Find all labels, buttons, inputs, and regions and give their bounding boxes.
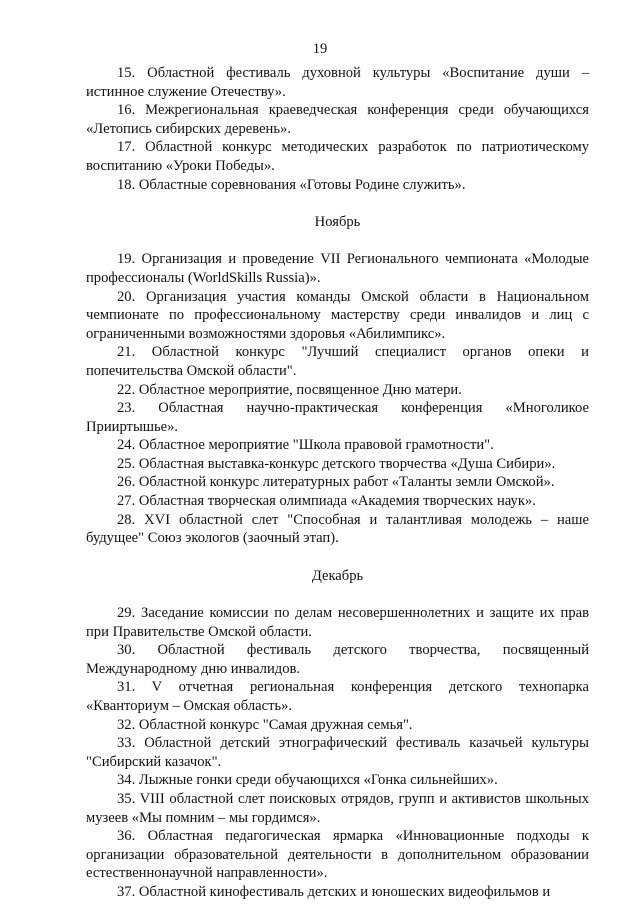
list-item: 35. VIII областной слет поисковых отрядов, групп и активистов школьных музеев «Мы помним – мы гордимся».	[86, 790, 589, 826]
list-item: 17. Областной конкурс методических разработок по патриотическому воспитанию «Уроки Победы».	[86, 139, 589, 174]
list-item: 34. Лыжные гонки среди обучающихся «Гонка сильнейших».	[117, 772, 498, 789]
list-item: 18. Областные соревнования «Готовы Родине служить».	[117, 176, 466, 193]
list-item: 32. Областной конкурс "Самая дружная семья".	[117, 716, 413, 733]
list-item: 28. XVI областной слет "Способная и талантливая молодежь – наше будущее" Союз экологов (заочный этап).	[86, 511, 589, 547]
list-item: 19. Организация и проведение VII Регионального чемпионата «Молодые профессионалы (WorldSkills Russia)».	[86, 251, 589, 286]
list-item: 27. Областная творческая олимпиада «Академия творческих наук».	[117, 493, 536, 510]
page-number: 19	[312, 41, 328, 57]
list-item: 16. Межрегиональная краеведческая конференция среди обучающихся «Летопись сибирских деревень».	[86, 102, 589, 137]
list-item: 33. Областной детский этнографический фестиваль казачьей культуры "Сибирский казачок".	[86, 735, 589, 770]
list-item: 20. Организация участия команды Омской области в Национальном чемпионате по профессиональному мастерству среди инвалидов и лиц с ограниченными возможностями здоровья «Абилимпикс».	[86, 288, 589, 342]
list-item: 25. Областная выставка-конкурс детского творчества «Душа Сибири».	[117, 455, 556, 472]
section-heading-november: Ноябрь	[314, 213, 361, 230]
list-item: 26. Областной конкурс литературных работ «Таланты земли Омской».	[117, 474, 555, 491]
list-item: 30. Областной фестиваль детского творчества, посвященный Международному дню инвалидов.	[86, 642, 589, 677]
list-item: 36. Областная педагогическая ярмарка «Инновационные подходы к организации образовательной деятельности в дополнительном образовании естественнонаучной направленности».	[86, 828, 589, 882]
document-body	[86, 64, 589, 902]
list-item: 31. V отчетная региональная конференция детского технопарка «Кванториум – Омская область».	[86, 679, 589, 714]
list-item: 21. Областной конкурс "Лучший специалист органов опеки и попечительства Омской области".	[86, 344, 589, 379]
list-item: 29. Заседание комиссии по делам несовершеннолетних и защите их прав при Правительстве Омской области.	[86, 605, 589, 640]
list-item: 22. Областное мероприятие, посвященное Дню матери.	[117, 381, 462, 398]
section-heading-december: Декабрь	[311, 567, 364, 584]
list-item: 24. Областное мероприятие "Школа правовой грамотности".	[117, 437, 494, 454]
list-item: 23. Областная научно-практическая конференция «Многоликое Прииртышье».	[86, 400, 589, 435]
list-item: 15. Областной фестиваль духовной культуры «Воспитание души – истинное служение Отечеству».	[86, 65, 589, 100]
list-item: 37. Областной кинофестиваль детских и юношеских видеофильмов и	[117, 883, 551, 900]
